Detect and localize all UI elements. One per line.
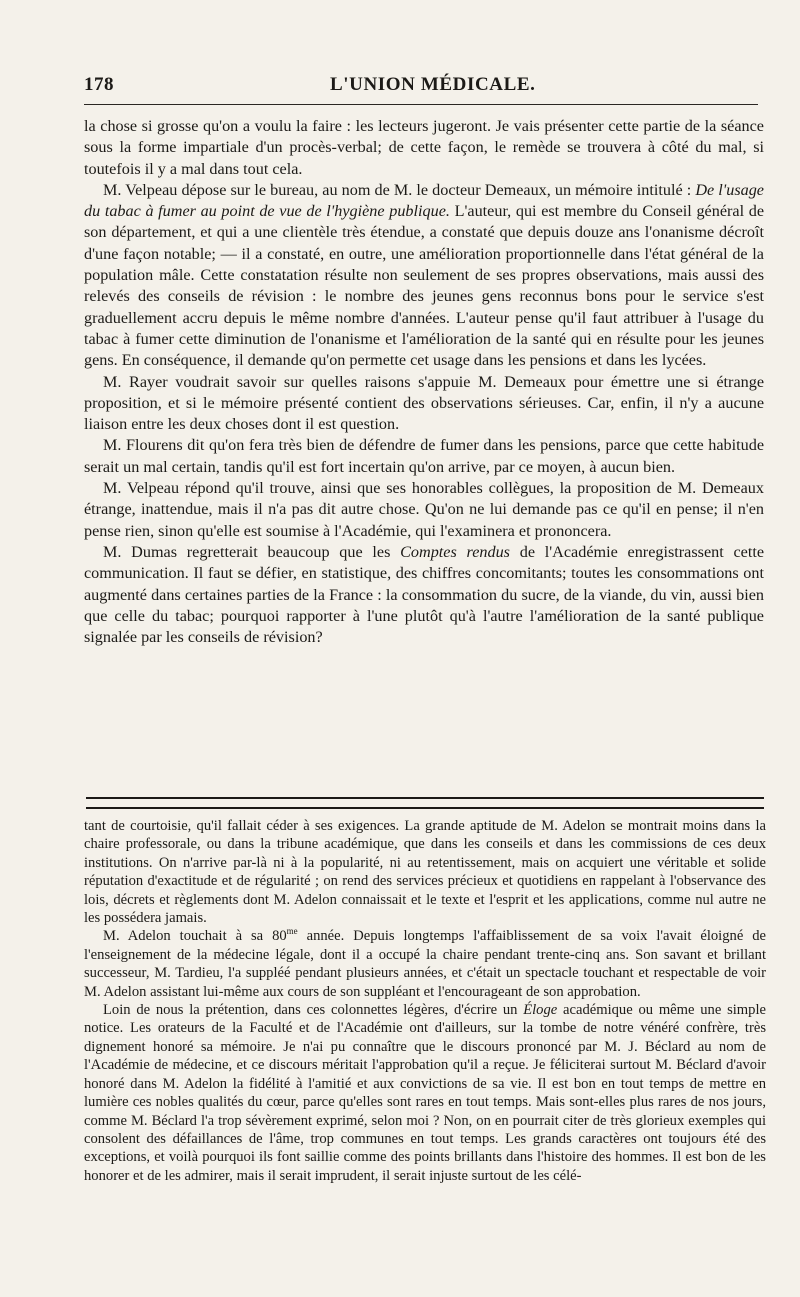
ordinal-superscript: me [286, 926, 298, 937]
paragraph: tant de courtoisie, qu'il fallait céder à ses exigences. La grande aptitude de M. Adelon se montrait moins dans la chaire professorale, ou dans la tribune académique, que dans les conseils et dans les commissions de ces deux institutions. On n'arrive par-là ni à la popularité, ni au retentissement, mais on acquiert une véritable et solide réputation d'exactitude et de régularité ; on rend des services précieux et quotidiens en rappelant à l'observance des lois, décrets et règlements dont M. Adelon connaissait et le texte et l'esprit et les applications, comme nul autre ne les possédera jamais. [84, 818, 766, 927]
paragraph: M. Flourens dit qu'on fera très bien de défendre de fumer dans les pensions, parce que cette habitude serait un mal certain, tandis qu'il est fort incertain qu'on arrive, par ce moyen, à aucun bien. [84, 436, 764, 476]
publication-title: Comptes rendus [400, 542, 510, 561]
paragraph [84, 180, 764, 372]
paragraph-text: académique ou même une simple notice. Les orateurs de la Faculté et de l'Académie ont d'ailleurs, sur la tombe de notre vénéré confrère, très dignement honoré sa mémoire. Je n'ai pu connaître que le discours prononcé par M. J. Béclard au nom de l'Académie de médecine, et ce discours méritait l'approbation qu'il a reçue. Je féliciterai surtout M. Béclard d'avoir honoré dans M. Adelon la fidélité à l'amitié et aux convictions de sa vie. Il est bon en tout temps de mettre en lumière ces nobles qualités du cœur, parce qu'elles sont rares en tout temps. Mais sont-elles plus rares de nos jours, comme M. Béclard l'a trop sévèrement exprimé, selon moi ? Non, on en pourrait citer de très glorieux exemples qui consolent des défaillances de l'âme, trop communes en tout temps. Les grands caractères ont toujours été des exceptions, et voilà pourquoi ils font saillie comme des points brillants dans l'histoire des hommes. Il est bon de les honorer et de les admirer, mais il serait imprudent, il serait injuste surtout de les célé- [84, 1002, 766, 1184]
page-header [84, 70, 758, 106]
memoir-title: De l'usage du tabac à fumer au point de vue de l'hygiène publique. [84, 180, 764, 221]
paragraph-text: M. Velpeau dépose sur le bureau, au nom de M. le docteur Demeaux, un mémoire intitulé : [103, 180, 696, 199]
paragraph: M. Rayer voudrait savoir sur quelles raisons s'appuie M. Demeaux pour émettre une si étrange proposition, et si le mémoire présenté contient des observations sérieuses. Car, enfin, il n'y a aucune liaison entre les deux choses dont il est question. [84, 372, 764, 434]
feuilleton-text-block [84, 817, 766, 1185]
paragraph [84, 927, 766, 1001]
paragraph [84, 1001, 766, 1185]
paragraph-text: année. Depuis longtemps l'affaiblissement de sa voix l'avait éloigné de l'enseignement de la médecine légale, dont il a occupé la chaire pendant trente-cinq ans. Son savant et brillant successeur, M. Tardieu, l'a suppléé pendant plusieurs années, et c'était un spectacle touchant et respectable de voir M. Adelon assistant lui-même aux cours de son suppléant et l'encourageant de son approbation. [84, 928, 767, 1000]
paragraph [84, 542, 764, 648]
paragraph-text: de l'Académie enregistrassent cette communication. Il faut se défier, en statistique, des chiffres concomitants; toutes les consommations ont augmenté dans certaines parties de la France : la consommation du sucre, de la viande, du vin, aussi bien que celle du tabac; pourquoi rapporter à l'une plutôt qu'à l'autre l'amélioration de la santé publique signalée par les conseils de révision? [84, 542, 765, 647]
header-rule [84, 104, 758, 105]
page-number: 178 [84, 74, 114, 95]
paragraph: M. Velpeau répond qu'il trouve, ainsi que ses honorables collègues, la proposition de M. Demeaux étrange, inattendue, mais il n'a pas dit autre chose. Qu'on ne lui demande pas ce qu'il en pense; il n'en pense rien, sinon qu'elle est soumise à l'Académie, qui l'examinera et prononcera. [84, 479, 764, 540]
paragraph-text: M. Dumas regretterait beaucoup que les [103, 542, 401, 561]
eloge-word: Éloge [523, 1002, 558, 1019]
section-separator [86, 797, 764, 809]
paragraph-text: L'auteur, qui est membre du Conseil général de son département, et qui a une clientèle très étendue, a constaté que depuis douze ans l'onanisme décroît d'une façon notable; — il a constaté, en outre, une amélioration proportionnelle dans l'état général de la population mâle. Cette constatation résulte non seulement de ses propres observations, mais aussi des relevés des conseils de révision : le nombre des jeunes gens reconnus bons pour le service s'est graduellement accru depuis le même nombre d'années. L'auteur pense qu'il faut attribuer à l'usage du tabac à fumer cette diminution de l'onanisme et l'amélioration de la santé qui en résulte pour les jeunes gens. En conséquence, il demande qu'on permette cet usage dans les pensions et dans les lycées. [84, 202, 765, 370]
upper-text-block [84, 116, 764, 648]
paragraph-text: M. Adelon touchait à sa 80 [103, 928, 287, 945]
running-title: L'UNION MÉDICALE. [330, 74, 536, 95]
paragraph: la chose si grosse qu'on a voulu la faire : les lecteurs jugeront. Je vais présenter cette partie de la séance sous la forme impartiale d'un procès-verbal; de cette façon, le remède se trouvera à côté du mal, si toutefois il y a mal dans tout cela. [84, 117, 764, 178]
paragraph-text: Loin de nous la prétention, dans ces colonnettes légères, d'écrire un [103, 1002, 524, 1019]
